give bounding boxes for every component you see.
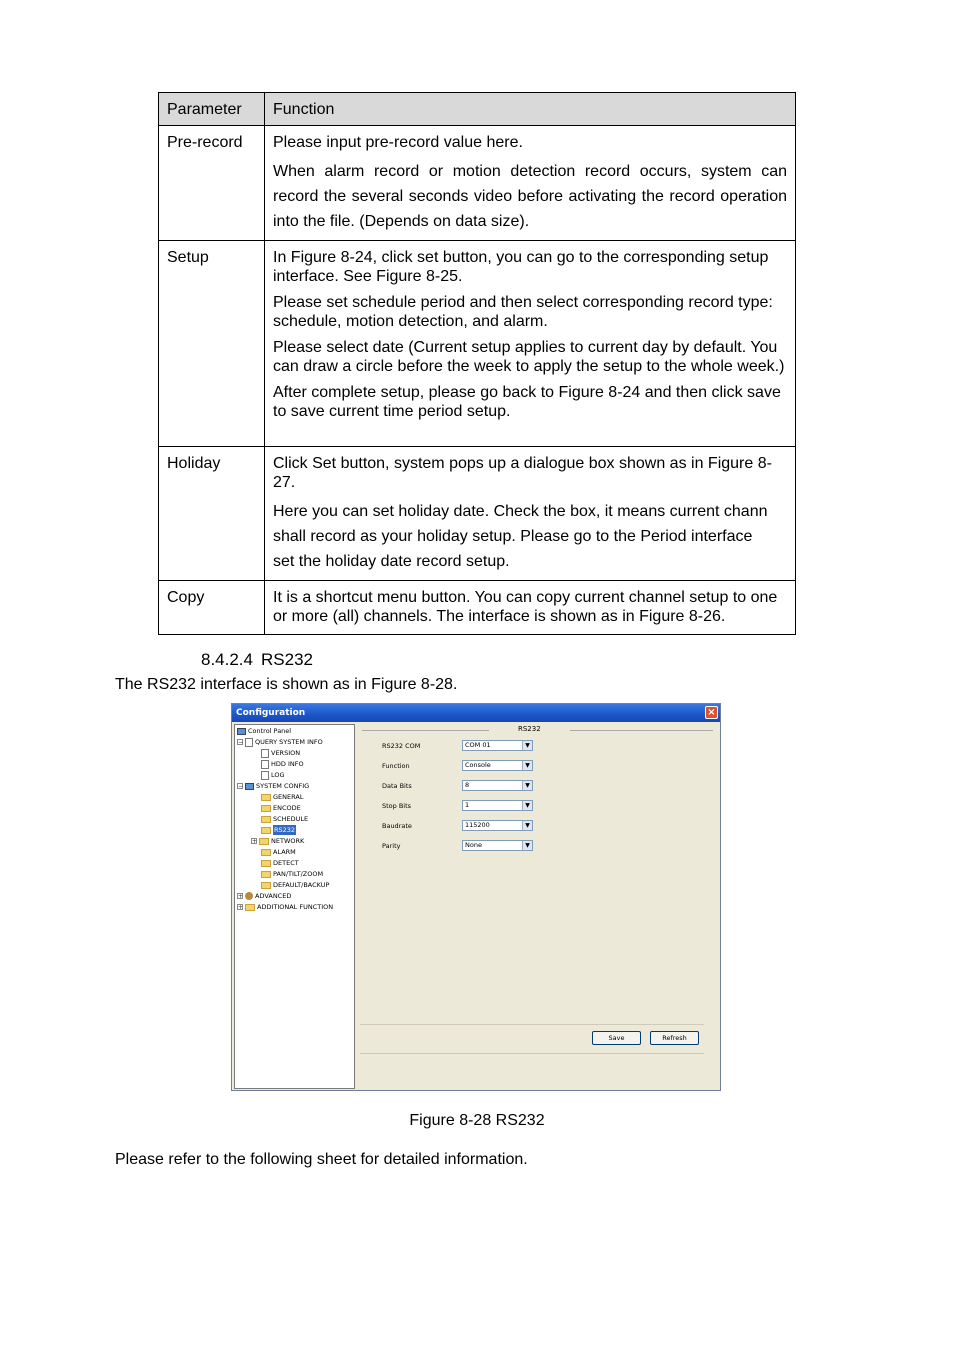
field-label: Parity [382, 842, 401, 850]
field-data-bits [382, 781, 530, 790]
param-cell: Holiday [159, 447, 265, 581]
document-icon [261, 760, 269, 769]
parity-select[interactable]: None ▼ [462, 840, 533, 851]
expand-icon[interactable]: + [252, 838, 258, 845]
bottom-divider [360, 1053, 704, 1054]
folder-icon [261, 860, 271, 867]
rs232-com-select[interactable]: COM 01 ▼ [462, 740, 533, 751]
table-header-row [159, 93, 796, 126]
folder-icon [261, 816, 271, 823]
refresh-button[interactable]: Refresh [650, 1031, 699, 1045]
header-function: Function [265, 93, 796, 126]
folder-icon [259, 838, 269, 845]
folder-icon [261, 794, 271, 801]
tree-item-rs232[interactable]: RS232 [261, 825, 296, 835]
tree-item-log[interactable]: LOG [261, 770, 285, 780]
section-heading [201, 650, 313, 670]
window-title: Configuration [236, 708, 306, 718]
tree-item-control-panel[interactable]: Control Panel [237, 726, 291, 736]
folder-icon [261, 805, 271, 812]
tree-item-alarm[interactable]: ALARM [261, 847, 296, 857]
rs232-panel [360, 724, 716, 1086]
collapse-icon[interactable]: − [238, 783, 244, 790]
tree-item-additional-function[interactable]: + ADDITIONAL FUNCTION [238, 902, 334, 911]
folder-icon [261, 871, 271, 878]
config-icon [245, 783, 254, 790]
chevron-down-icon[interactable]: ▼ [522, 761, 532, 770]
folder-icon [261, 849, 271, 856]
tree-item-ptz[interactable]: PAN/TILT/ZOOM [261, 869, 323, 879]
parameter-table [158, 92, 796, 635]
group-divider [362, 730, 489, 731]
function-line: Here you can set holiday date. Check the box, it means current chann [273, 503, 768, 520]
field-parity [382, 841, 530, 850]
config-tree [234, 724, 355, 1089]
function-line: set the holiday date record setup. [273, 553, 510, 570]
folder-icon [261, 882, 271, 889]
section-title: RS232 [261, 650, 313, 669]
param-cell: Copy [159, 581, 265, 635]
save-button[interactable]: Save [592, 1031, 641, 1045]
field-label: RS232 COM [382, 742, 421, 750]
function-line: Please set schedule period and then select corresponding record type: schedule, motion detection, and alarm. [273, 294, 773, 330]
computer-icon [237, 728, 246, 735]
configuration-window [231, 703, 721, 1091]
chevron-down-icon[interactable]: ▼ [522, 741, 532, 750]
field-stop-bits [382, 801, 530, 810]
tree-item-general[interactable]: GENERAL [261, 792, 303, 802]
intro-text: The RS232 interface is shown as in Figure 8-28. [115, 676, 458, 693]
tree-item-system-config[interactable]: − SYSTEM CONFIG [238, 781, 310, 790]
expand-icon[interactable]: + [238, 893, 244, 900]
document-icon [261, 771, 269, 780]
tree-item-schedule[interactable]: SCHEDULE [261, 814, 308, 824]
outro-text: Please refer to the following sheet for detailed information. [115, 1151, 528, 1168]
function-cell [265, 241, 796, 447]
figure-caption: Figure 8-28 RS232 [409, 1112, 545, 1129]
tree-item-hdd-info[interactable]: HDD INFO [261, 759, 304, 769]
tree-item-version[interactable]: VERSION [261, 748, 300, 758]
function-line: After complete setup, please go back to Figure 8-24 and then click save to save current time period setup. [273, 384, 781, 420]
function-line: shall record as your holiday setup. Please go to the Period interface [273, 528, 753, 545]
field-label: Baudrate [382, 822, 412, 830]
window-titlebar[interactable] [232, 704, 720, 722]
function-cell [265, 447, 796, 581]
group-divider [570, 730, 713, 731]
chevron-down-icon[interactable]: ▼ [522, 821, 532, 830]
folder-icon [245, 904, 255, 911]
param-cell: Pre-record [159, 126, 265, 241]
field-baudrate [382, 821, 530, 830]
function-cell [265, 126, 796, 241]
document-icon [261, 749, 269, 758]
section-number: 8.4.2.4 [201, 650, 253, 669]
tree-item-encode[interactable]: ENCODE [261, 803, 301, 813]
function-line: In Figure 8-24, click set button, you can go to the corresponding setup interface. See Figure 8-25. [273, 249, 769, 285]
field-label: Data Bits [382, 782, 412, 790]
chevron-down-icon[interactable]: ▼ [522, 781, 532, 790]
table-row [159, 581, 796, 635]
table-row [159, 241, 796, 447]
tree-item-network[interactable]: + NETWORK [252, 836, 305, 845]
field-label: Function [382, 762, 410, 770]
function-line: Click Set button, system pops up a dialogue box shown as in Figure 8-27. [273, 455, 772, 491]
function-cell [265, 581, 796, 635]
table-row [159, 447, 796, 581]
tree-item-default-backup[interactable]: DEFAULT/BACKUP [261, 880, 329, 890]
function-select[interactable]: Console ▼ [462, 760, 533, 771]
gear-icon [245, 892, 253, 900]
collapse-icon[interactable]: − [238, 739, 244, 746]
baudrate-select[interactable]: 115200 ▼ [462, 820, 533, 831]
stop-bits-select[interactable]: 1 ▼ [462, 800, 533, 811]
table-row [159, 126, 796, 241]
close-icon[interactable]: × [705, 706, 718, 719]
field-rs232-com [382, 741, 530, 750]
tree-item-detect[interactable]: DETECT [261, 858, 299, 868]
function-line: When alarm record or motion detection record occurs, system can record the several seconds video before activating the record operation into the file. (Depends on data size). [273, 163, 787, 230]
param-cell: Setup [159, 241, 265, 447]
field-function [382, 761, 530, 770]
header-parameter: Parameter [159, 93, 265, 126]
document-icon [245, 738, 253, 747]
chevron-down-icon[interactable]: ▼ [522, 801, 532, 810]
expand-icon[interactable]: + [238, 904, 244, 911]
tree-item-query-system-info[interactable]: − QUERY SYSTEM INFO [238, 737, 323, 746]
field-label: Stop Bits [382, 802, 412, 810]
function-line: Please input pre-record value here. [273, 134, 523, 151]
data-bits-select[interactable]: 8 ▼ [462, 780, 533, 791]
folder-icon [261, 827, 271, 834]
group-title: RS232 [518, 725, 541, 733]
function-line: Please select date (Current setup applies to current day by default. You can draw a circle before the week to apply the setup to the whole week.) [273, 339, 785, 375]
button-divider [360, 1024, 704, 1025]
tree-item-advanced[interactable]: + ADVANCED [238, 891, 292, 900]
chevron-down-icon[interactable]: ▼ [522, 841, 532, 850]
function-line: It is a shortcut menu button. You can copy current channel setup to one or more (all) channels. The interface is shown as in Figure 8-26. [273, 589, 778, 625]
